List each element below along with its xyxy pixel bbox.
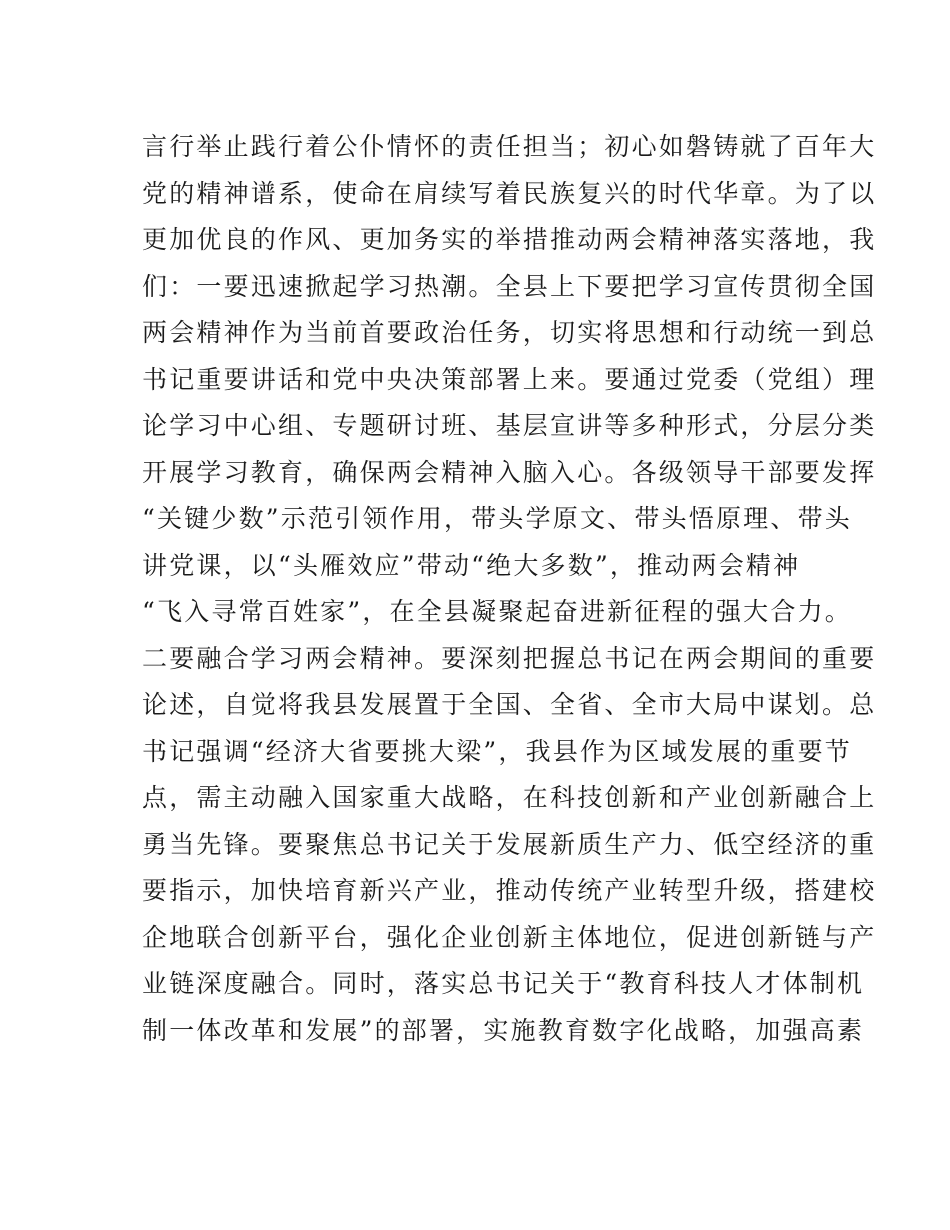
text-line: 讲党课，以“头雁效应”带动“绝大多数”，推动两会精神 (142, 550, 801, 580)
text-line: 言行举止践行着公仆情怀的责任担当；初心如磐铸就了百年大 (142, 132, 877, 161)
text-line: 勇当先锋。要聚焦总书记关于发展新质生产力、低空经济的重 (142, 829, 877, 859)
text-line: 党的精神谱系，使命在肩续写着民族复兴的时代华章。为了以 (142, 178, 877, 208)
text-line: 要指示，加快培育新兴产业，推动传统产业转型升级，搭建校 (142, 876, 877, 905)
text-line: “关键少数”示范引领作用，带头学原文、带头悟原理、带头 (142, 504, 852, 533)
text-line: 二要融合学习两会精神。要深刻把握总书记在两会期间的重要 (142, 643, 877, 673)
text-line: 企地联合创新平台，强化企业创新主体地位，促进创新链与产 (142, 922, 877, 952)
document-body-text (142, 124, 877, 1054)
text-line: 业链深度融合。同时，落实总书记关于“教育科技人才体制机 (142, 969, 865, 998)
text-line: 开展学习教育，确保两会精神入脑入心。各级领导干部要发挥 (142, 457, 877, 487)
text-line: 更加优良的作风、更加务实的举措推动两会精神落实落地，我 (142, 225, 877, 254)
text-line: 们：一要迅速掀起学习热潮。全县上下要把学习宣传贯彻全国 (142, 271, 877, 301)
text-line: 论学习中心组、专题研讨班、基层宣讲等多种形式，分层分类 (142, 411, 877, 440)
text-line: 论述，自觉将我县发展置于全国、全省、全市大局中谋划。总 (142, 690, 877, 719)
text-line: 书记强调“经济大省要挑大梁”，我县作为区域发展的重要节 (142, 736, 852, 766)
text-line: 两会精神作为当前首要政治任务，切实将思想和行动统一到总 (142, 318, 877, 347)
text-line: “飞入寻常百姓家”，在全县凝聚起奋进新征程的强大合力。 (142, 597, 852, 626)
text-line: 点，需主动融入国家重大战略，在科技创新和产业创新融合上 (142, 783, 877, 812)
text-line: 书记重要讲话和党中央决策部署上来。要通过党委（党组）理 (142, 364, 877, 394)
text-line: 制一体改革和发展”的部署，实施教育数字化战略，加强高素 (142, 1015, 865, 1045)
